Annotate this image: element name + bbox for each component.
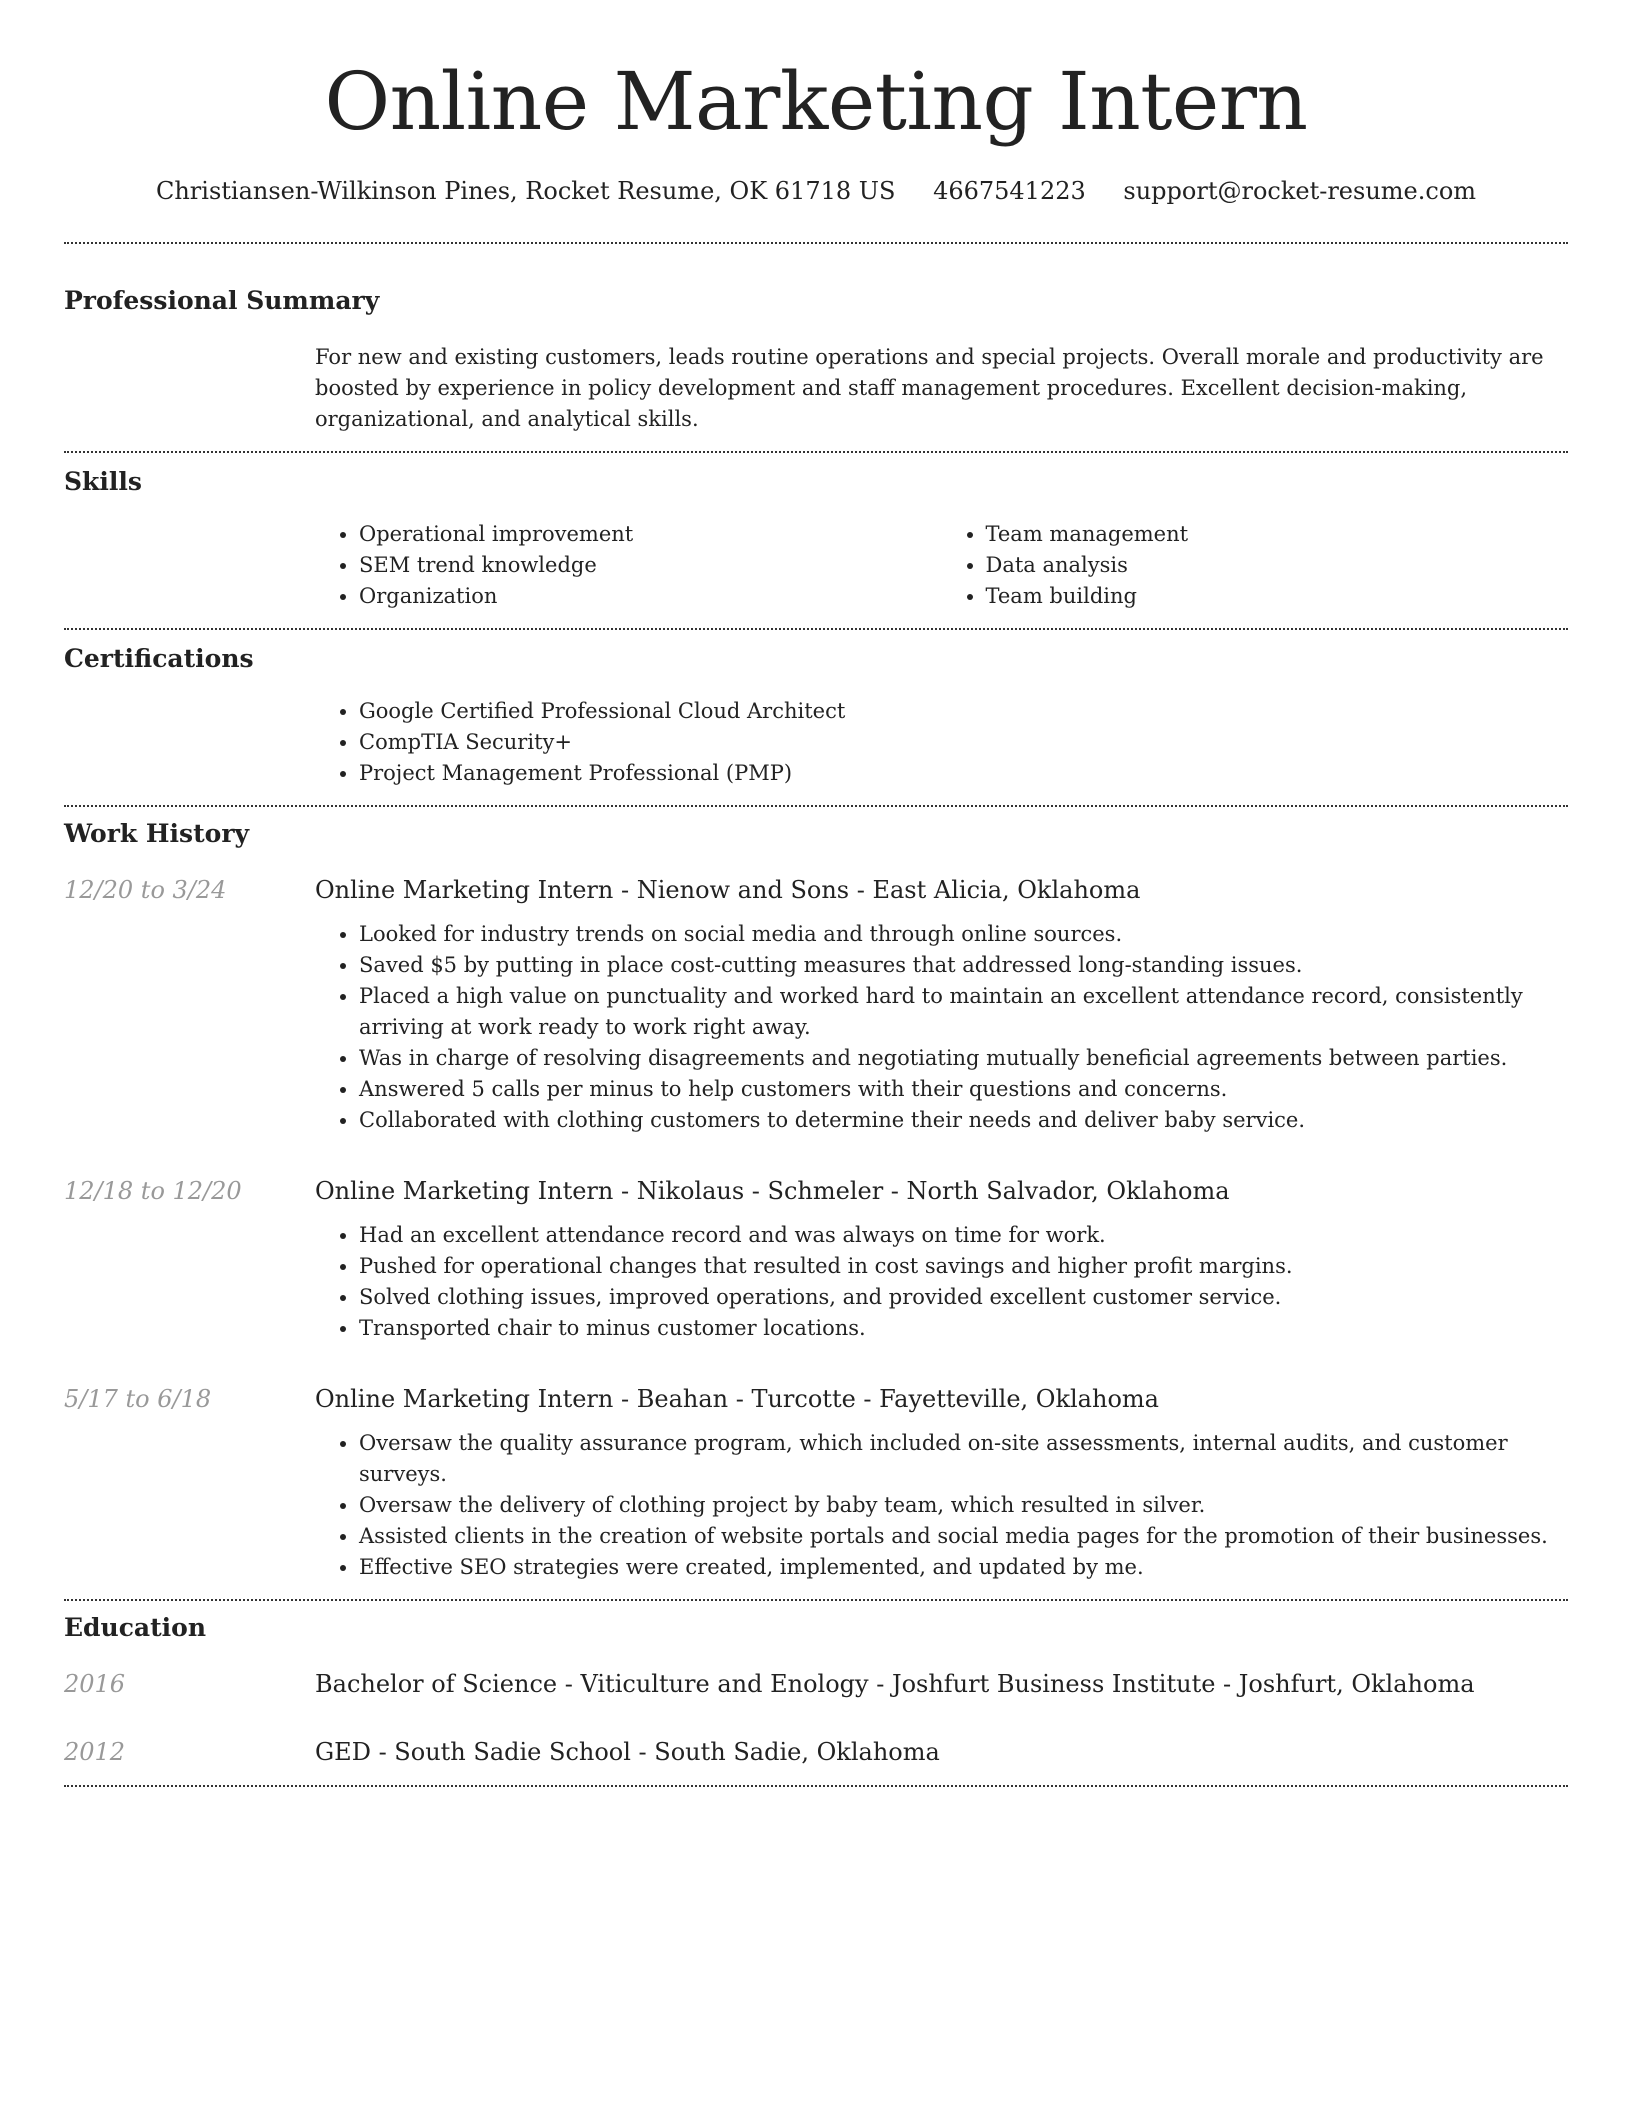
section-title: Education	[64, 1613, 207, 1642]
section-title: Skills	[64, 467, 142, 496]
skills-grid	[315, 519, 1568, 612]
skill-item: • Operational improvement	[359, 519, 942, 550]
entry-bullet: • Transported chair to minus customer locations.	[359, 1313, 1568, 1344]
entry-date: 2012	[64, 1738, 126, 1766]
entry-bullet: • Placed a high value on punctuality and worked hard to maintain an excellent attendance record, consistently arriving at work ready to work right away.	[359, 981, 1568, 1043]
work-entry	[64, 873, 1568, 1136]
contact-email: support@rocket-resume.com	[1123, 177, 1477, 205]
summary-content	[315, 342, 1568, 435]
entry-bullet: • Collaborated with clothing customers to determine their needs and deliver baby service.	[359, 1105, 1568, 1136]
entry-title: Online Marketing Intern - Beahan - Turcotte - Fayetteville, Oklahoma	[315, 1385, 1159, 1413]
skill-item: • Team building	[986, 581, 1569, 612]
entry-body	[315, 1667, 1568, 1701]
entry-date: 5/17 to 6/18	[64, 1385, 212, 1413]
section-title: Work History	[64, 819, 250, 848]
entry-title: GED - South Sadie School - South Sadie, Oklahoma	[315, 1738, 940, 1766]
certification-item: • Project Management Professional (PMP)	[359, 758, 1568, 789]
certification-item: • Google Certified Professional Cloud Architect	[359, 696, 1568, 727]
entry-date: 12/18 to 12/20	[64, 1177, 242, 1205]
entry-body	[315, 1735, 1568, 1769]
entry-date: 2016	[64, 1670, 126, 1698]
entry-bullet: • Oversaw the quality assurance program, which included on-site assessments, internal audits, and customer surveys.	[359, 1428, 1568, 1490]
summary-text: For new and existing customers, leads routine operations and special projects. Overall morale and productivity are boosted by experience in policy development and staff management procedures. Excellent decision-making, organizational, and analytical skills.	[315, 345, 1544, 431]
section-title: Certifications	[64, 644, 254, 673]
resume-header	[64, 0, 1568, 208]
work-entry	[64, 1174, 1568, 1344]
certifications-content	[315, 696, 1568, 789]
skills-list-left	[315, 519, 942, 612]
work-history-section	[64, 807, 1568, 1599]
entry-title: Online Marketing Intern - Nikolaus - Schmeler - North Salvador, Oklahoma	[315, 1177, 1230, 1205]
entry-bullet: • Pushed for operational changes that resulted in cost savings and higher profit margins.	[359, 1251, 1568, 1282]
entry-bullet: • Solved clothing issues, improved operations, and provided excellent customer service.	[359, 1282, 1568, 1313]
entry-bullet: • Looked for industry trends on social media and through online sources.	[359, 919, 1568, 950]
entry-body	[315, 1174, 1568, 1344]
section-divider	[64, 1785, 1568, 1787]
entry-title: Bachelor of Science - Viticulture and Enology - Joshfurt Business Institute - Joshfurt, Oklahoma	[315, 1670, 1475, 1698]
contact-line	[64, 174, 1568, 208]
work-entry	[64, 1382, 1568, 1583]
certification-item: • CompTIA Security+	[359, 727, 1568, 758]
resume-name: Online Marketing Intern	[324, 55, 1308, 148]
skills-section	[64, 453, 1568, 628]
skill-item: • Organization	[359, 581, 942, 612]
entry-bullets	[315, 919, 1568, 1136]
entry-bullets	[315, 1428, 1568, 1583]
entry-bullet: • Assisted clients in the creation of website portals and social media pages for the promotion of their businesses.	[359, 1521, 1568, 1552]
entry-bullet: • Effective SEO strategies were created, implemented, and updated by me.	[359, 1552, 1568, 1583]
entry-title: Online Marketing Intern - Nienow and Sons - East Alicia, Oklahoma	[315, 876, 1141, 904]
certifications-section	[64, 630, 1568, 805]
education-entry	[64, 1667, 1568, 1701]
education-entry	[64, 1735, 1568, 1769]
entry-date: 12/20 to 3/24	[64, 876, 227, 904]
entry-bullet: • Oversaw the delivery of clothing project by baby team, which resulted in silver.	[359, 1490, 1568, 1521]
entry-bullets	[315, 1220, 1568, 1344]
entry-body	[315, 873, 1568, 1136]
contact-address: Christiansen-Wilkinson Pines, Rocket Resume, OK 61718 US	[155, 177, 896, 205]
summary-section	[64, 244, 1568, 451]
contact-phone: 4667541223	[933, 177, 1086, 205]
skill-item: • Data analysis	[986, 550, 1569, 581]
entry-bullet: • Saved $5 by putting in place cost-cutting measures that addressed long-standing issues.	[359, 950, 1568, 981]
entry-bullet: • Answered 5 calls per minus to help customers with their questions and concerns.	[359, 1074, 1568, 1105]
entry-bullet: • Had an excellent attendance record and was always on time for work.	[359, 1220, 1568, 1251]
entry-bullet: • Was in charge of resolving disagreements and negotiating mutually beneficial agreements between parties.	[359, 1043, 1568, 1074]
skill-item: • Team management	[986, 519, 1569, 550]
skill-item: • SEM trend knowledge	[359, 550, 942, 581]
skills-list-right	[942, 519, 1569, 612]
entry-body	[315, 1382, 1568, 1583]
education-section	[64, 1601, 1568, 1785]
section-title: Professional Summary	[64, 286, 380, 315]
certifications-list	[315, 696, 1568, 789]
